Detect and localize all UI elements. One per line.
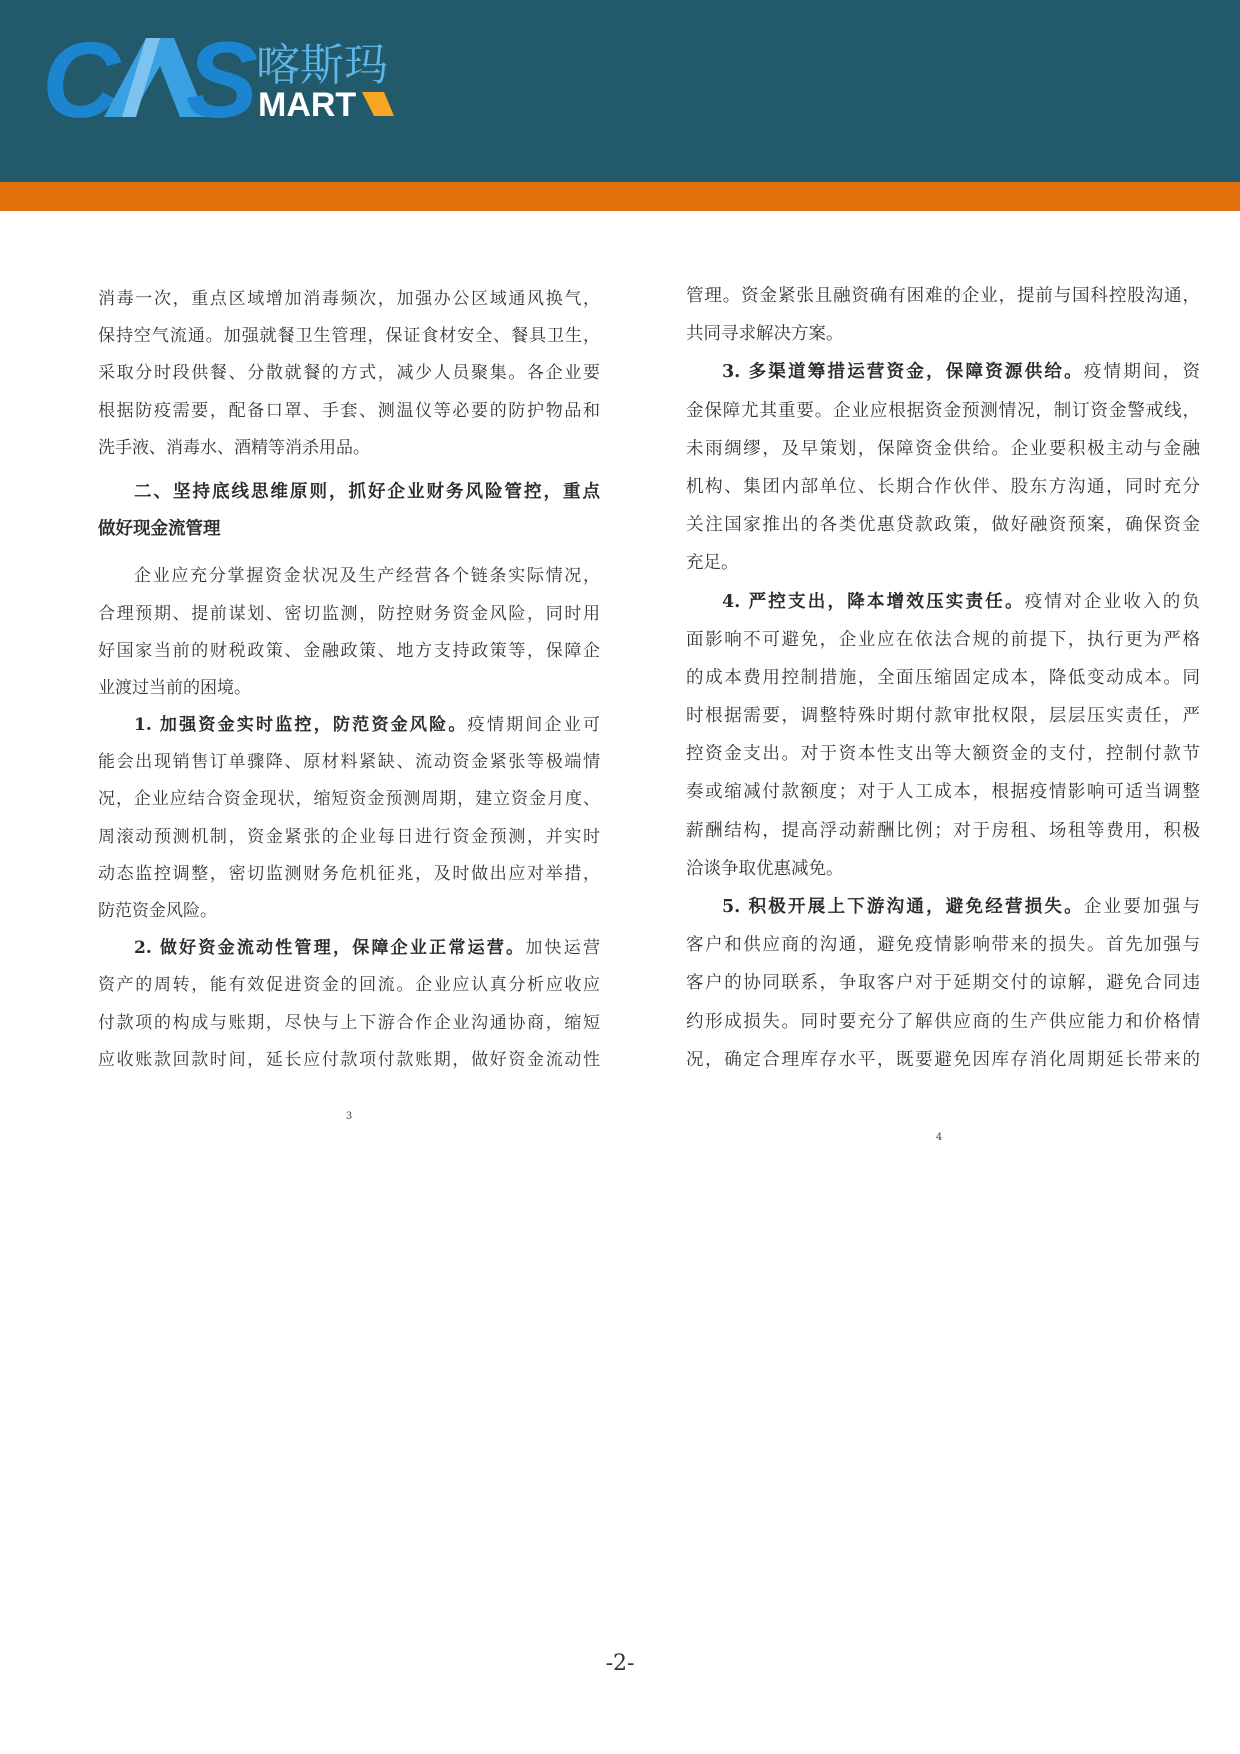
text-line: 薪酬结构，提高浮动薪酬比例；对于房租、场租等费用，积极 bbox=[686, 820, 1200, 841]
text-line: 客户的协同联系，争取客户对于延期交付的谅解，避免合同违 bbox=[686, 973, 1200, 994]
paragraph-lead: 4. 严控支出，降本增效压实责任。 bbox=[722, 591, 1025, 612]
text-line: 业渡过当前的困境。 bbox=[98, 677, 251, 698]
text-line bbox=[686, 583, 1200, 621]
paragraph-lead: 5. 积极开展上下游沟通，避免经营损失。 bbox=[722, 897, 1084, 917]
text-line: 消毒一次，重点区域增加消毒频次，加强办公区域通风换气， bbox=[98, 289, 600, 309]
left-page-number: 3 bbox=[345, 1111, 353, 1122]
text-line: 企业应充分掌握资金状况及生产经营各个链条实际情况， bbox=[134, 566, 600, 587]
text-line bbox=[98, 930, 600, 967]
text-line: 机构、集团内部单位、长期合作伙伴、股东方沟通，同时充分 bbox=[686, 476, 1200, 497]
text-line: 付款项的构成与账期，尽快与上下游合作企业沟通协商，缩短 bbox=[98, 1012, 600, 1033]
text-line: 洽谈争取优惠减免。 bbox=[686, 858, 844, 879]
text-line-rest: 疫情期间企业可 bbox=[467, 715, 600, 736]
text-line: 能会出现销售订单骤降、原材料紧缺、流动资金紧张等极端情 bbox=[98, 752, 600, 773]
text-line: 洗手液、消毒水、酒精等消杀用品。 bbox=[98, 437, 370, 458]
text-line: 未雨绸缪，及早策划，保障资金供给。企业要积极主动与金融 bbox=[686, 438, 1200, 459]
paragraph-lead: 1. 加强资金实时监控，防范资金风险。 bbox=[134, 715, 468, 736]
text-line: 的成本费用控制措施，全面压缩固定成本，降低变动成本。同 bbox=[686, 667, 1200, 688]
orange-slash-mark-icon bbox=[362, 92, 394, 116]
logo-chinese-name: 喀斯玛 bbox=[256, 40, 388, 91]
text-line: 时根据需要，调整特殊时期付款审批权限，层层压实责任，严 bbox=[686, 706, 1200, 727]
logo-letter-c: C bbox=[42, 19, 120, 140]
orange-accent-bar bbox=[0, 182, 1240, 211]
text-line: 控资金支出。对于资本性支出等大额资金的支付，控制付款节 bbox=[686, 744, 1200, 765]
text-line: 面影响不可避免，企业应在依法合规的前提下，执行更为严格 bbox=[686, 629, 1200, 650]
text-line: 周滚动预测机制，资金紧张的企业每日进行资金预测，并实时 bbox=[98, 826, 600, 847]
text-line: 况，企业应结合资金现状，缩短资金预测周期，建立资金月度、 bbox=[98, 789, 600, 810]
text-line-rest: 加快运营 bbox=[525, 938, 601, 959]
section-heading bbox=[98, 474, 600, 548]
text-line: 合理预期、提前谋划、密切监测，防控财务资金风险，同时用 bbox=[98, 603, 600, 624]
text-line: 资产的周转，能有效促进资金的回流。企业应认真分析应收应 bbox=[98, 975, 600, 996]
text-line: 金保障尤其重要。企业应根据资金预测情况，制订资金警戒线， bbox=[686, 400, 1200, 421]
left-page-column bbox=[98, 281, 600, 1079]
paragraph-item-2 bbox=[98, 930, 600, 1079]
text-line: 约形成损失。同时要充分了解供应商的生产供应能力和价格情 bbox=[686, 1011, 1200, 1032]
text-line: 根据防疫需要，配备口罩、手套、测温仪等必要的防护物品和 bbox=[98, 400, 600, 421]
logo-letter-s: S bbox=[186, 19, 259, 140]
text-line: 动态监控调整，密切监测财务危机征兆，及时做出应对举措， bbox=[98, 863, 600, 884]
text-line: 共同寻求解决方案。 bbox=[686, 324, 844, 345]
text-line: 管理。资金紧张且融资确有困难的企业，提前与国科控股沟通， bbox=[686, 286, 1200, 306]
text-line: 保持空气流通。加强就餐卫生管理，保证食材安全、餐具卫生， bbox=[98, 326, 600, 347]
footer-page-label: -2- bbox=[605, 1651, 635, 1676]
text-line-rest: 企业要加强与 bbox=[1083, 897, 1200, 917]
text-line: 应收账款回款时间，延长应付款项付款账期，做好资金流动性 bbox=[98, 1049, 600, 1070]
heading-line: 二、坚持底线思维原则，抓好企业财务风险管控，重点 bbox=[134, 481, 600, 502]
text-line: 防范资金风险。 bbox=[98, 901, 217, 921]
paragraph-lead: 2. 做好资金流动性管理，保障企业正常运营。 bbox=[134, 938, 526, 959]
text-line-rest: 疫情对企业收入的负 bbox=[1024, 591, 1200, 612]
paragraph-continuation bbox=[686, 277, 1200, 353]
paragraph-item-4 bbox=[686, 583, 1200, 889]
paragraph-disinfection bbox=[98, 281, 600, 467]
text-line-rest: 疫情期间，资 bbox=[1083, 362, 1200, 383]
text-line: 好国家当前的财税政策、金融政策、地方支持政策等，保障企 bbox=[98, 640, 600, 661]
right-page-column bbox=[686, 277, 1200, 1079]
text-line: 况，确定合理库存水平，既要避免因库存消化周期延长带来的 bbox=[686, 1049, 1200, 1070]
text-line bbox=[686, 888, 1200, 926]
paragraph-lead: 3. 多渠道筹措运营资金，保障资源供给。 bbox=[722, 362, 1084, 383]
text-line: 采取分时段供餐、分散就餐的方式，减少人员聚集。各企业要 bbox=[98, 363, 600, 384]
heading-line: 做好现金流管理 bbox=[98, 519, 221, 540]
right-page-number: 4 bbox=[935, 1132, 943, 1143]
company-logo bbox=[0, 0, 420, 140]
text-line: 充足。 bbox=[686, 553, 739, 574]
text-line: 关注国家推出的各类优惠贷款政策，做好融资预案，确保资金 bbox=[686, 515, 1200, 536]
text-line bbox=[98, 707, 600, 744]
text-line bbox=[686, 353, 1200, 391]
paragraph-intro bbox=[98, 558, 600, 707]
text-line: 奏或缩减付款额度；对于人工成本，根据疫情影响可适当调整 bbox=[686, 782, 1200, 803]
logo-sub-wordmark: MART bbox=[258, 86, 357, 124]
paragraph-item-1 bbox=[98, 707, 600, 930]
paragraph-item-5 bbox=[686, 888, 1200, 1079]
text-line: 客户和供应商的沟通，避免疫情影响带来的损失。首先加强与 bbox=[686, 935, 1200, 956]
paragraph-item-3 bbox=[686, 353, 1200, 582]
